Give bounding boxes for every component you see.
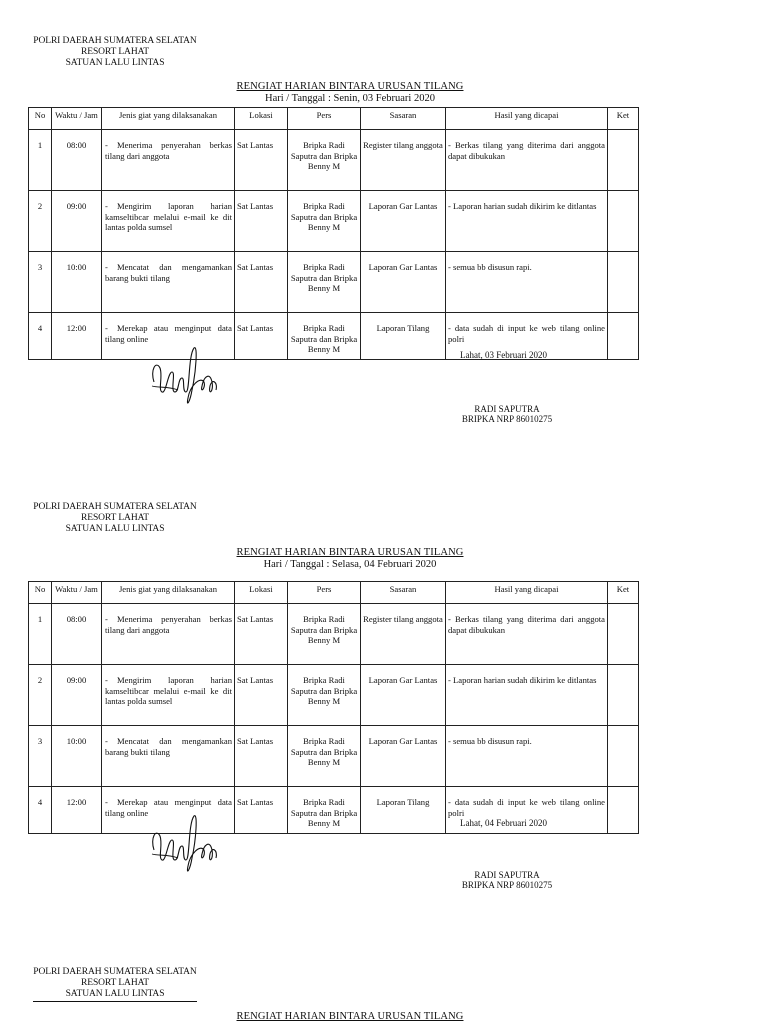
header-time: Waktu / Jam [52,108,102,130]
row-no: 3 [29,252,52,313]
place-date: Lahat, 04 Februari 2020 [460,818,547,828]
bullet-dash: - [105,140,108,150]
signatory-block [460,404,554,424]
row-personnel: Bripka Radi Saputra dan Bripka Benny M [288,191,361,252]
table-header-row [29,108,639,130]
table-row [29,191,639,252]
report-title: RENGIAT HARIAN BINTARA URUSAN TILANG [236,1011,464,1022]
row-target: Register tilang anggota [361,604,446,665]
signatory-rank-nrp: BRIPKA NRP 86010275 [461,880,553,890]
report-title: RENGIAT HARIAN BINTARA URUSAN TILANG [236,81,464,92]
organization-header [33,967,197,1002]
row-note [608,604,639,665]
bullet-dash: - [105,736,108,746]
row-activity [102,191,235,252]
row-note [608,726,639,787]
header-target: Sasaran [361,582,446,604]
report-title-block [0,547,700,571]
row-no: 2 [29,665,52,726]
row-note [608,313,639,360]
header-personnel: Pers [288,108,361,130]
row-location: Sat Lantas [235,665,288,726]
row-time: 09:00 [52,665,102,726]
table-row [29,313,639,360]
row-target: Laporan Tilang [361,313,446,360]
header-result: Hasil yang dicapai [446,582,608,604]
signatory-name: RADI SAPUTRA [474,870,540,880]
org-line-2: RESORT LAHAT [81,978,149,988]
row-personnel: Bripka Radi Saputra dan Bripka Benny M [288,130,361,191]
daily-report-2 [0,502,768,972]
bullet-dash: - [105,201,108,211]
activity-text: Mengirim laporan harian kamseltibcar melalui e-mail ke dit lantas polda sumsel [105,675,232,706]
report-title: RENGIAT HARIAN BINTARA URUSAN TILANG [236,547,464,558]
org-line-1: POLRI DAERAH SUMATERA SELATAN [33,36,197,46]
row-result: - Berkas tilang yang diterima dari anggota dapat dibukukan [446,604,608,665]
row-note [608,665,639,726]
table-row [29,726,639,787]
row-target: Laporan Gar Lantas [361,665,446,726]
row-no: 1 [29,130,52,191]
bullet-dash: - [105,323,108,333]
row-personnel: Bripka Radi Saputra dan Bripka Benny M [288,726,361,787]
signature-image [148,342,220,412]
row-time: 09:00 [52,191,102,252]
header-activity: Jenis giat yang dilaksanakan [102,582,235,604]
bullet-dash: - [105,614,108,624]
row-no: 4 [29,787,52,834]
header-target: Sasaran [361,108,446,130]
org-line-2: RESORT LAHAT [81,513,149,523]
report-title-block [0,1011,700,1023]
signatory-rank-nrp: BRIPKA NRP 86010275 [461,414,553,424]
activity-text: Menerima penyerahan berkas tilang dari anggota [105,140,232,161]
header-location: Lokasi [235,582,288,604]
row-activity [102,665,235,726]
header-time: Waktu / Jam [52,582,102,604]
place-date: Lahat, 03 Februari 2020 [460,350,547,360]
row-result: - data sudah di input ke web tilang online polri [446,313,608,360]
row-location: Sat Lantas [235,191,288,252]
row-result: - data sudah di input ke web tilang online polri [446,787,608,834]
row-time: 12:00 [52,313,102,360]
row-personnel: Bripka Radi Saputra dan Bripka Benny M [288,604,361,665]
header-personnel: Pers [288,582,361,604]
report-date-line: Hari / Tanggal : Selasa, 04 Februari 2020 [263,559,437,570]
row-target: Laporan Gar Lantas [361,726,446,787]
row-time: 12:00 [52,787,102,834]
row-time: 10:00 [52,252,102,313]
row-activity [102,604,235,665]
bullet-dash: - [105,675,108,685]
daily-report-1 [0,36,768,506]
report-title-block [0,81,700,105]
row-target: Laporan Gar Lantas [361,191,446,252]
row-personnel: Bripka Radi Saputra dan Bripka Benny M [288,787,361,834]
row-location: Sat Lantas [235,130,288,191]
row-result: - semua bb disusun rapi. [446,726,608,787]
org-line-2: RESORT LAHAT [81,47,149,57]
row-activity [102,130,235,191]
org-line-1: POLRI DAERAH SUMATERA SELATAN [33,967,197,977]
org-line-3: SATUAN LALU LINTAS [65,524,165,534]
row-personnel: Bripka Radi Saputra dan Bripka Benny M [288,665,361,726]
row-target: Register tilang anggota [361,130,446,191]
table-row [29,787,639,834]
table-row [29,252,639,313]
signatory-name: RADI SAPUTRA [474,404,540,414]
header-result: Hasil yang dicapai [446,108,608,130]
header-no: No [29,582,52,604]
activity-text: Merekap atau menginput data tilang online [105,797,232,818]
row-location: Sat Lantas [235,604,288,665]
activity-table [28,581,639,834]
activity-text: Mencatat dan mengamankan barang bukti tilang [105,262,232,283]
activity-text: Mengirim laporan harian kamseltibcar melalui e-mail ke dit lantas polda sumsel [105,201,232,232]
row-note [608,787,639,834]
activity-table [28,107,639,360]
row-no: 1 [29,604,52,665]
daily-report-3 [0,967,768,1024]
row-personnel: Bripka Radi Saputra dan Bripka Benny M [288,313,361,360]
table-header-row [29,582,639,604]
activity-text: Mencatat dan mengamankan barang bukti tilang [105,736,232,757]
row-no: 2 [29,191,52,252]
row-time: 08:00 [52,604,102,665]
row-no: 4 [29,313,52,360]
row-time: 08:00 [52,130,102,191]
header-location: Lokasi [235,108,288,130]
row-note [608,191,639,252]
bullet-dash: - [105,797,108,807]
row-location: Sat Lantas [235,726,288,787]
table-row [29,604,639,665]
row-result: - Laporan harian sudah dikirim ke ditlantas [446,665,608,726]
report-date-line: Hari / Tanggal : Senin, 03 Februari 2020 [265,93,435,104]
row-result: - semua bb disusun rapi. [446,252,608,313]
header-note: Ket [608,108,639,130]
activity-text: Merekap atau menginput data tilang online [105,323,232,344]
row-no: 3 [29,726,52,787]
activity-text: Menerima penyerahan berkas tilang dari anggota [105,614,232,635]
org-line-1: POLRI DAERAH SUMATERA SELATAN [33,502,197,512]
header-note: Ket [608,582,639,604]
row-location: Sat Lantas [235,252,288,313]
row-result: - Berkas tilang yang diterima dari anggota dapat dibukukan [446,130,608,191]
signature-image [148,810,220,880]
row-location: Sat Lantas [235,313,288,360]
bullet-dash: - [105,262,108,272]
row-target: Laporan Tilang [361,787,446,834]
row-target: Laporan Gar Lantas [361,252,446,313]
row-activity [102,726,235,787]
row-activity [102,252,235,313]
organization-header [33,502,197,535]
organization-header [33,36,197,69]
row-time: 10:00 [52,726,102,787]
signatory-block [460,870,554,890]
table-row [29,130,639,191]
org-line-3: SATUAN LALU LINTAS [65,58,165,68]
row-location: Sat Lantas [235,787,288,834]
org-line-3: SATUAN LALU LINTAS [33,989,197,1002]
header-no: No [29,108,52,130]
row-result: - Laporan harian sudah dikirim ke ditlantas [446,191,608,252]
row-note [608,252,639,313]
header-activity: Jenis giat yang dilaksanakan [102,108,235,130]
table-row [29,665,639,726]
row-note [608,130,639,191]
row-personnel: Bripka Radi Saputra dan Bripka Benny M [288,252,361,313]
